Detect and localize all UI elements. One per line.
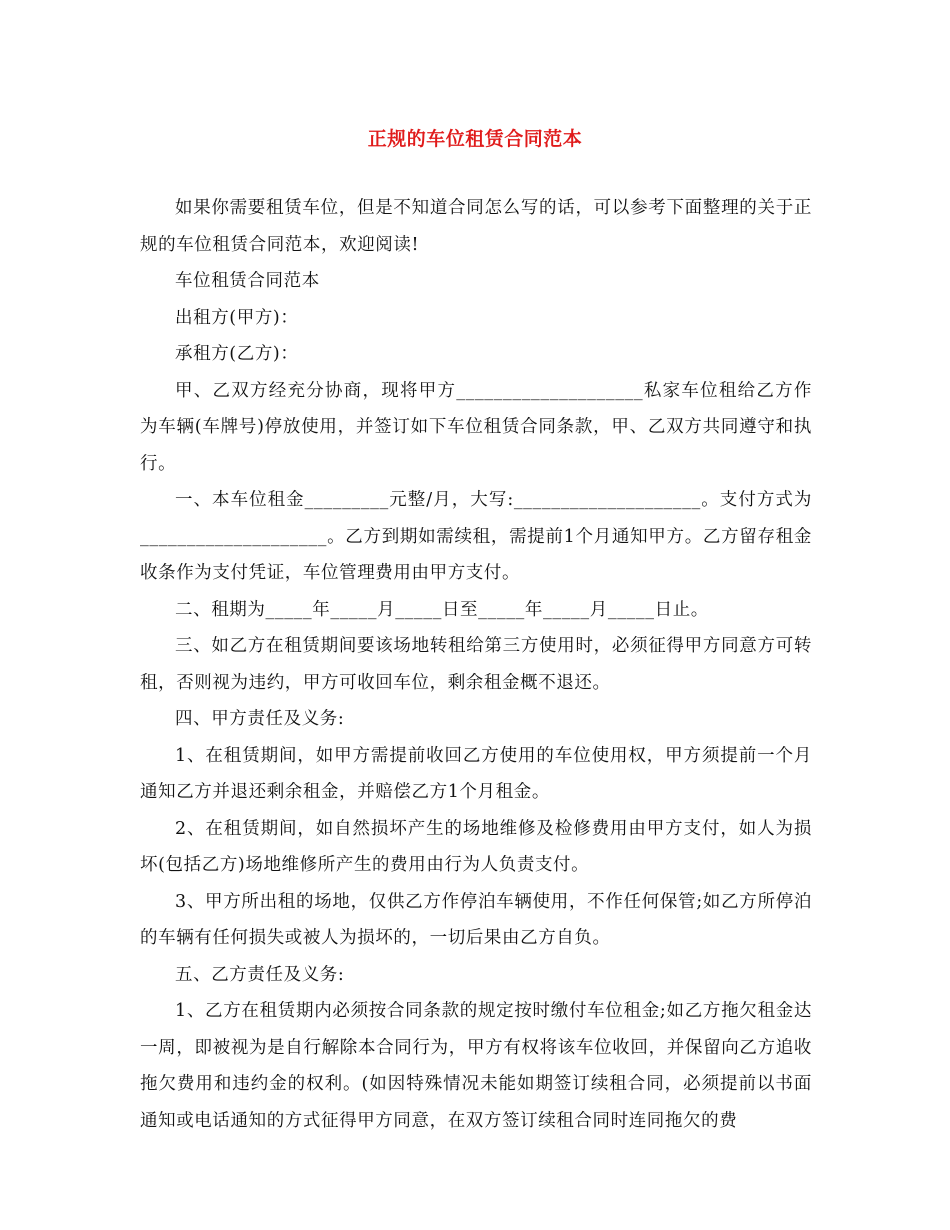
paragraph-clause-1: 一、本车位租金_________元整/月，大写:____________________。支付方式为____________________。乙方到期如需续租，需提前1个月通知甲方。乙方留存租金收条作为支付凭证，车位管理费用由甲方支付。 (140, 490, 812, 583)
paragraph-clause-4-3: 3、甲方所出租的场地，仅供乙方作停泊车辆使用，不作任何保管;如乙方所停泊的车辆有任何损失或被人为损坏的，一切后果由乙方自负。 (140, 891, 812, 948)
paragraph-clause-2: 二、租期为_____年_____月_____日至_____年_____月_____日止。 (175, 599, 709, 620)
paragraph-intro: 如果你需要租赁车位，但是不知道合同怎么写的话，可以参考下面整理的关于正规的车位租赁合同范本，欢迎阅读! (140, 198, 812, 255)
document-title: 正规的车位租赁合同范本 (367, 128, 583, 150)
paragraph-heading: 车位租赁合同范本 (175, 271, 320, 291)
paragraph-clause-4-2: 2、在租赁期间，如自然损坏产生的场地维修及检修费用由甲方支付，如人为损坏(包括乙方)场地维修所产生的费用由行为人负责支付。 (140, 818, 812, 875)
paragraph-clause-5-heading: 五、乙方责任及义务: (175, 964, 345, 985)
paragraph-agreement: 甲、乙双方经充分协商，现将甲方____________________私家车位租给乙方作为车辆(车牌号)停放使用，并签订如下车位租赁合同条款，甲、乙双方共同遵守和执行。 (140, 380, 812, 474)
paragraph-lessor: 出租方(甲方)： (175, 307, 299, 328)
paragraph-clause-4-heading: 四、甲方责任及义务: (175, 709, 345, 729)
paragraph-clause-3: 三、如乙方在租赁期间要该场地转租给第三方使用时，必须征得甲方同意方可转租，否则视为违约，甲方可收回车位，剩余租金概不退还。 (140, 636, 812, 693)
paragraph-clause-4-1: 1、在租赁期间，如甲方需提前收回乙方使用的车位使用权，甲方须提前一个月通知乙方并退还剩余租金，并赔偿乙方1个月租金。 (140, 745, 812, 802)
document-body (140, 190, 812, 1139)
paragraph-clause-5-1: 1、乙方在租赁期内必须按合同条款的规定按时缴付车位租金;如乙方拖欠租金达一周，即被视为是自行解除本合同行为，甲方有权将该车位收回，并保留向乙方追收拖欠费用和违约金的权利。(如因特殊情况未能如期签订续租合同，必须提前以书面通知或电话通知的方式征得甲方同意，在双方签订续租合同时连同拖欠的费 (140, 1001, 812, 1131)
paragraph-lessee: 承租方(乙方)： (175, 344, 299, 364)
